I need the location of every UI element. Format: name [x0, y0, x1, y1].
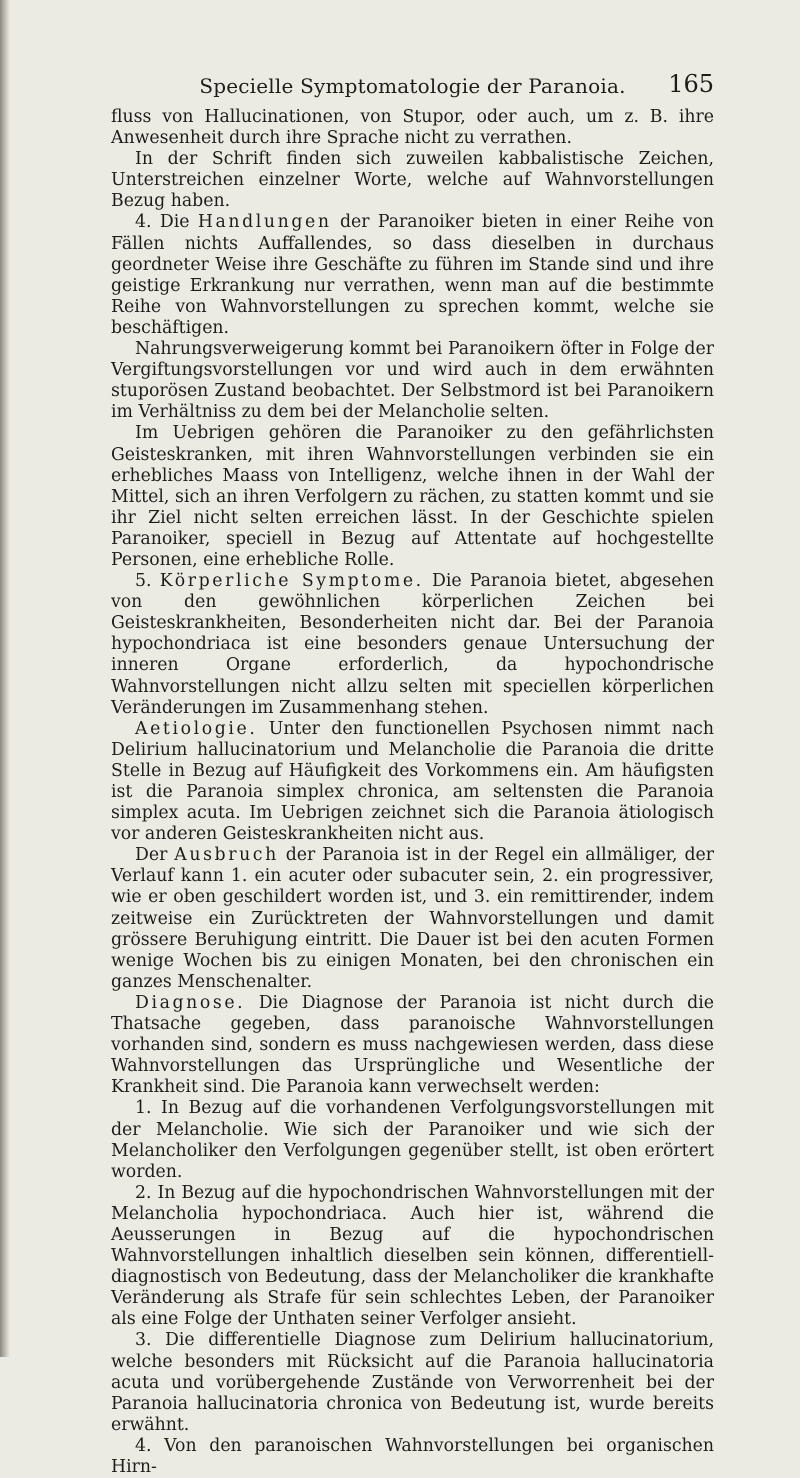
- book-binding-shadow: [0, 0, 10, 1357]
- spaced-term: Ausbruch: [174, 845, 279, 866]
- spaced-term: Aetiologie.: [135, 718, 258, 739]
- book-page: [111, 0, 714, 1478]
- paragraph-hallucination-continuation: fluss von Hallucinationen, von Stupor, oder auch, um z. B. ihre Anwesenheit durch ihre Sprache nicht zu verrathen.: [111, 107, 714, 149]
- paragraph-differential-4: 4. Von den paranoischen Wahnvorstellungen bei organischen Hirn-: [111, 1435, 714, 1477]
- body-text: [111, 107, 714, 1478]
- spaced-term: Handlungen: [197, 212, 332, 233]
- running-title: Specielle Symptomatologie der Paranoia.: [199, 74, 626, 98]
- paragraph-writing: In der Schrift finden sich zuweilen kabbalistische Zeichen, Unterstreichen einzelner Worte, welche auf Wahnvorstellungen Bezug haben.: [111, 149, 714, 212]
- spaced-term: Körperliche Symptome.: [159, 571, 424, 592]
- paragraph-differential-2: 2. In Bezug auf die hypochondrischen Wahnvorstellungen mit der Melancholia hypochondriaca. Auch hier ist, während die Aeusserungen in Bezug auf die hypochondrischen Wahnvorstellungen inhaltlich dieselben sein können, differentiell-diagnostisch von Bedeutung, dass der Melancholiker die krankhafte Veränderung als Strafe für sein schlechtes Leben, der Paranoiker als eine Folge der Unthaten seiner Verfolger ansieht.: [111, 1182, 714, 1330]
- paragraph-differential-3: 3. Die differentielle Diagnose zum Delirium hallucinatorium, welche besonders mit Rücksicht auf die Paranoia hallucinatoria acuta und vorübergehende Zustände von Verworrenheit bei der Paranoia hallucinatoria chronica von Bedeutung ist, wurde bereits erwähnt.: [111, 1330, 714, 1435]
- paragraph-onset: Der Ausbruch der Paranoia ist in der Regel ein allmäliger, der Verlauf kann 1. ein acuter oder subacuter sein, 2. ein progressiver, wie er oben geschildert worden ist, und 3. ein remittirender, indem zeitweise ein Zurücktreten der Wahnvorstellungen und damit grössere Beruhigung eintritt. Die Dauer ist bei den acuten Formen wenige Wochen bis zu einigen Monaten, bei den chronischen ein ganzes Menschenalter.: [111, 845, 714, 992]
- spaced-term: Diagnose.: [135, 992, 246, 1013]
- paragraph-aetiology: Aetiologie. Unter den functionellen Psychosen nimmt nach Delirium hallucinatorium und Melancholie die Paranoia die dritte Stelle in Bezug auf Häufigkeit des Vorkommens ein. Am häufigsten ist die Paranoia simplex chronica, am seltensten die Paranoia simplex acuta. Im Uebrigen zeichnet sich die Paranoia ätiologisch vor anderen Geisteskrankheiten nicht aus.: [111, 718, 714, 845]
- paragraph-dangerousness: Im Uebrigen gehören die Paranoiker zu den gefährlichsten Geisteskranken, mit ihren Wahnvorstellungen verbinden sie ein erhebliches Maass von Intelligenz, welche ihnen in der Wahl der Mittel, sich an ihren Verfolgern zu rächen, zu statten kommt und sie ihr Ziel nicht selten erreichen lässt. In der Geschichte spielen Paranoiker, speciell in Bezug auf Attentate auf hochgestellte Personen, eine erhebliche Rolle.: [111, 423, 714, 570]
- paragraph-food-refusal: Nahrungsverweigerung kommt bei Paranoikern öfter in Folge der Vergiftungsvorstellungen vor und wird auch in dem erwähnten stuporösen Zustand beobachtet. Der Selbstmord ist bei Paranoikern im Verhältniss zu dem bei der Melancholie selten.: [111, 339, 714, 423]
- page-number: 165: [668, 70, 714, 98]
- page-header: [111, 0, 714, 107]
- paragraph-bodily-symptoms: 5. Körperliche Symptome. Die Paranoia bietet, abgesehen von den gewöhnlichen körperlichen Zeichen bei Geisteskrankheiten, Besonderheiten nicht dar. Bei der Paranoia hypochondriaca ist eine besonders genaue Untersuchung der inneren Organe erforderlich, da hypochondrische Wahnvorstellungen nicht allzu selten mit speciellen körperlichen Veränderungen im Zusammenhang stehen.: [111, 571, 714, 718]
- paragraph-differential-1: 1. In Bezug auf die vorhandenen Verfolgungsvorstellungen mit der Melancholie. Wie sich der Paranoiker und wie sich der Melancholiker den Verfolgungen gegenüber stellt, ist oben erörtert worden.: [111, 1098, 714, 1182]
- paragraph-diagnosis: Diagnose. Die Diagnose der Paranoia ist nicht durch die Thatsache gegeben, dass paranoische Wahnvorstellungen vorhanden sind, sondern es muss nachgewiesen werden, dass diese Wahnvorstellungen das Ursprüngliche und Wesentliche der Krankheit sind. Die Paranoia kann verwechselt werden:: [111, 992, 714, 1098]
- paragraph-actions: 4. Die Handlungen der Paranoiker bieten in einer Reihe von Fällen nichts Auffallendes, so dass dieselben in durchaus geordneter Weise ihre Geschäfte zu führen im Stande sind und ihre geistige Erkrankung nur verrathen, wenn man auf die bestimmte Reihe von Wahnvorstellungen zu sprechen kommt, welche sie beschäftigen.: [111, 212, 714, 338]
